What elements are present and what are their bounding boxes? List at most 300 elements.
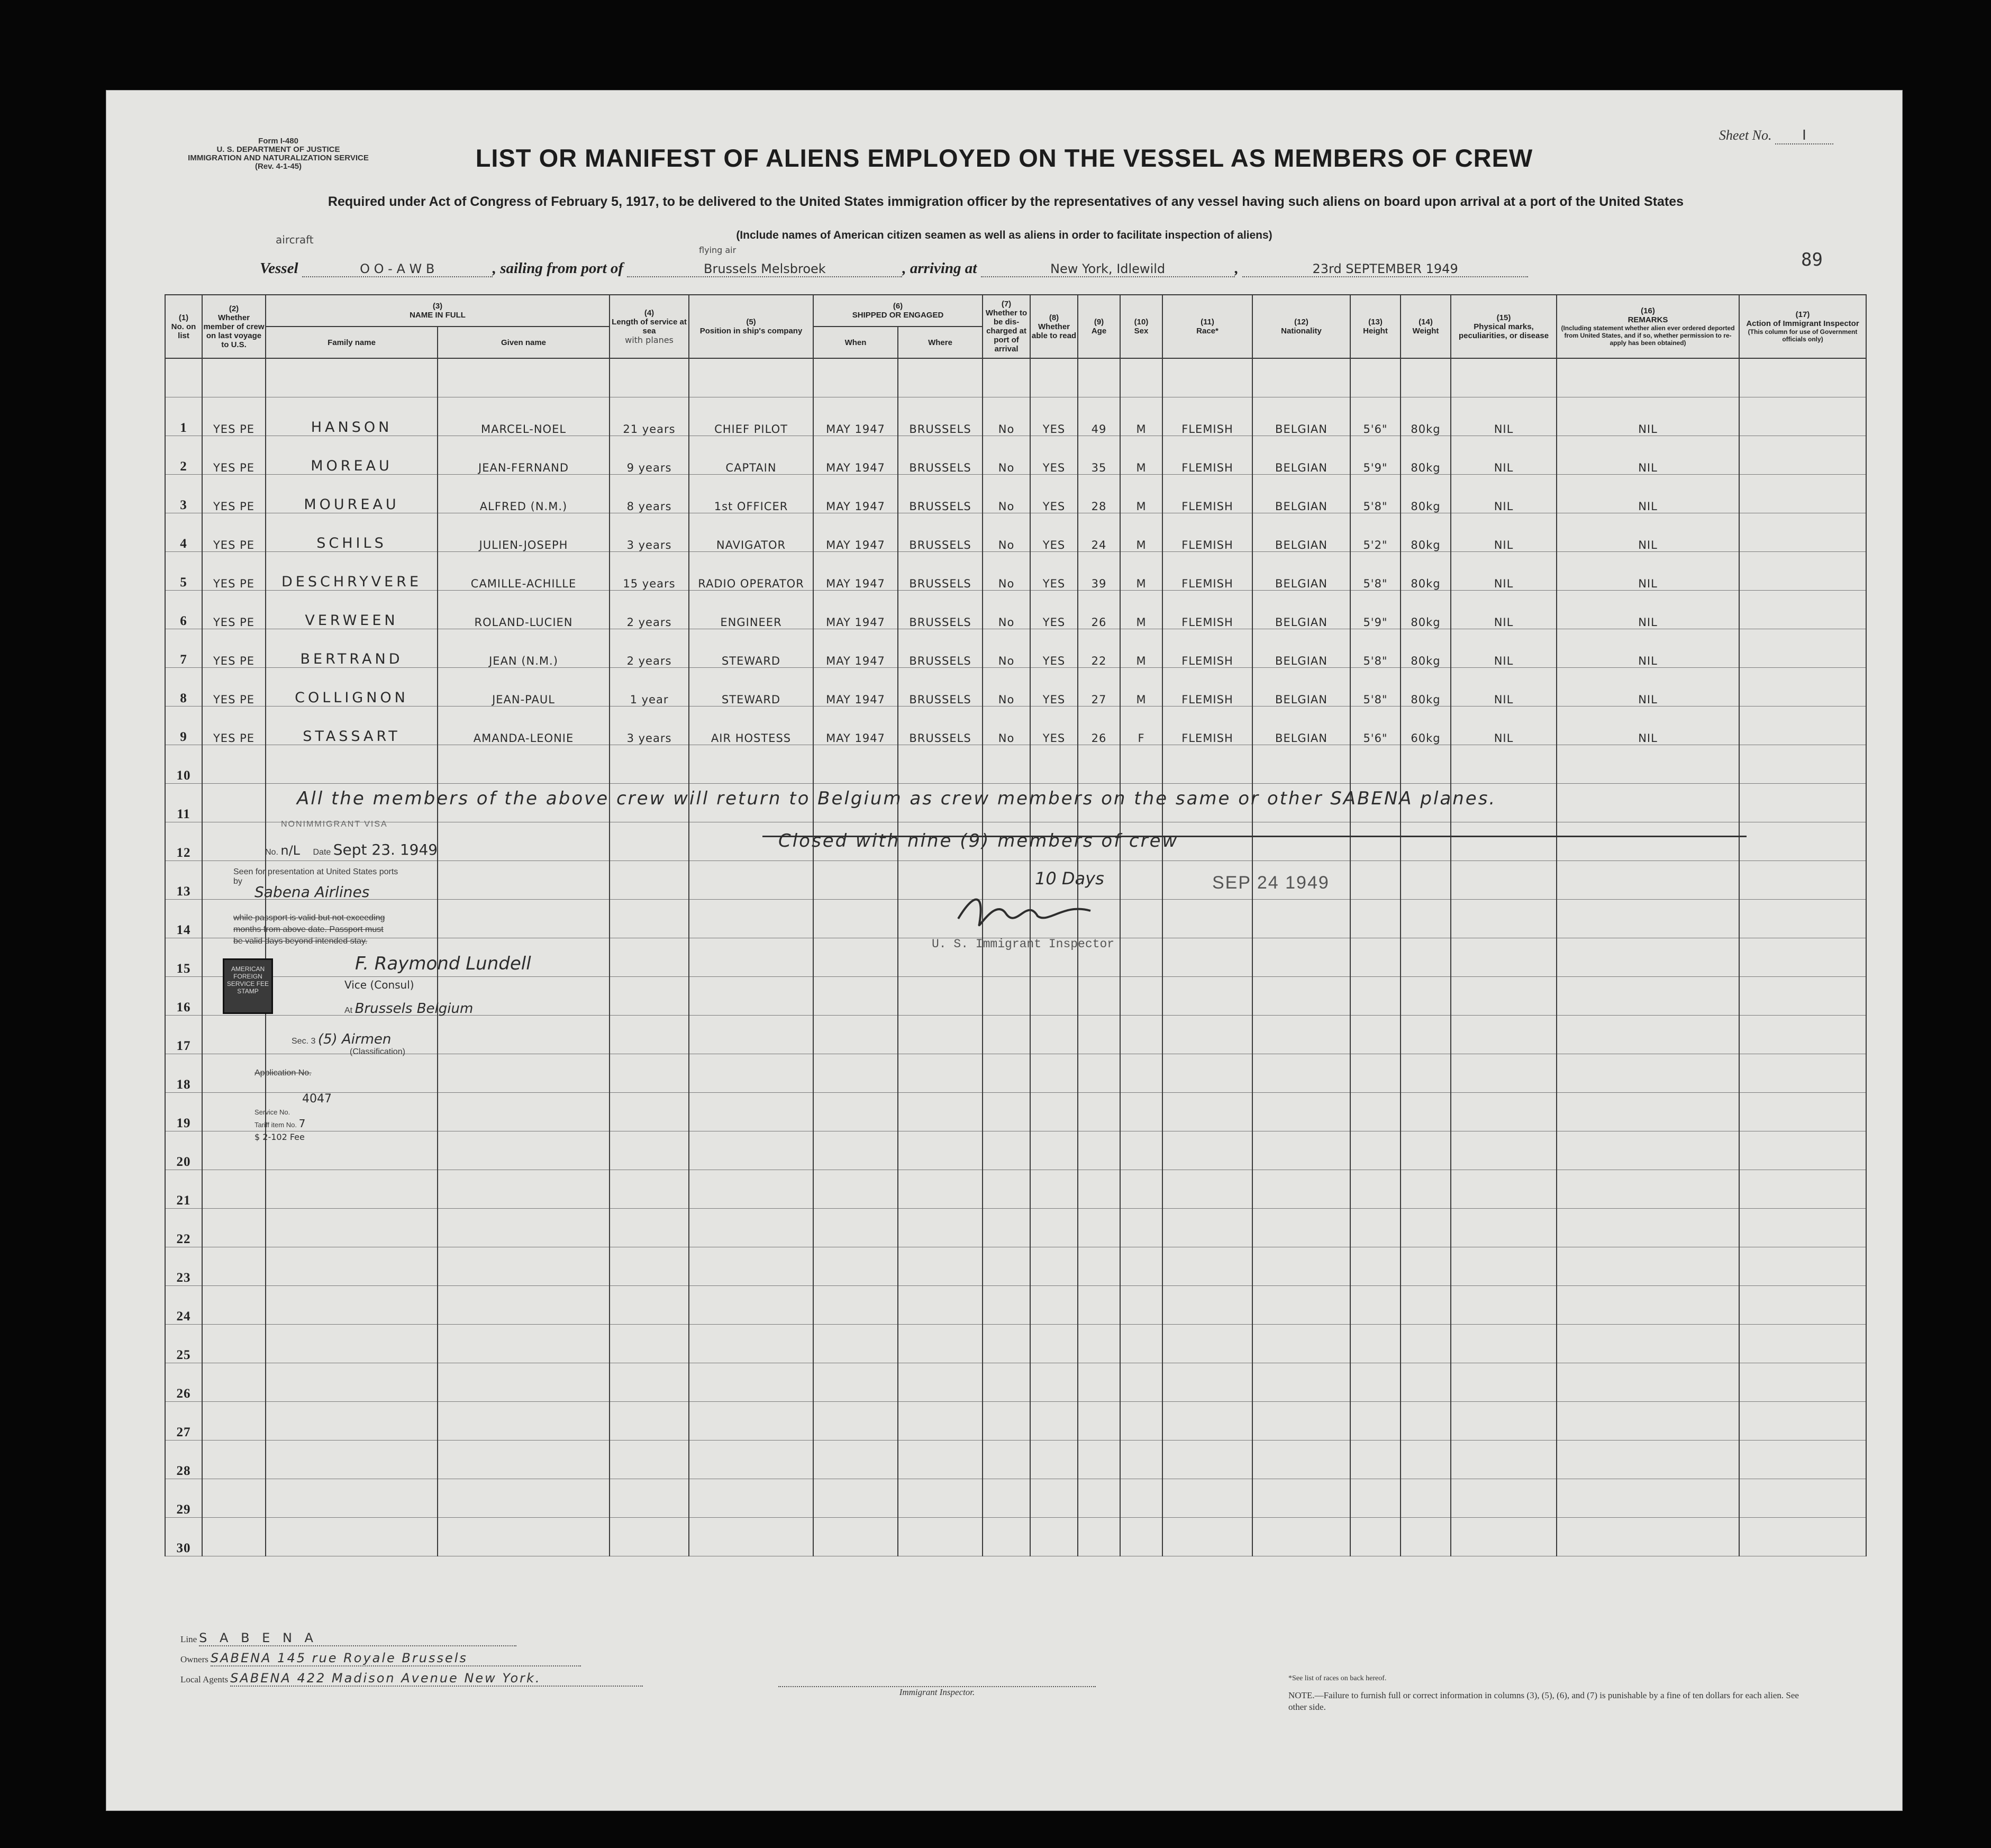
empty-cell (1120, 1131, 1162, 1170)
nationality-cell: BELGIAN (1252, 397, 1350, 436)
empty-cell (1350, 1131, 1401, 1170)
agents-field (180, 1671, 643, 1687)
empty-cell (1252, 1325, 1350, 1363)
empty-cell (813, 1016, 898, 1054)
empty-cell (689, 1518, 813, 1556)
document-note: (Include names of American citizen seamen as well as aliens in order to facilitate inspection of aliens) (736, 229, 1272, 241)
manifest-row (165, 436, 1866, 475)
last-voyage-cell: YES PE (202, 706, 266, 745)
empty-cell (898, 1325, 983, 1363)
empty-cell (689, 977, 813, 1016)
empty-cell (1030, 1363, 1078, 1402)
row-number: 8 (165, 668, 202, 706)
sex-cell: M (1120, 397, 1162, 436)
footnote (1288, 1673, 1817, 1713)
inspector-signature-line (778, 1686, 1096, 1698)
age-cell: 28 (1078, 475, 1120, 513)
empty-cell (813, 861, 898, 900)
row-number: 20 (165, 1131, 202, 1170)
discharged-cell: No (983, 513, 1030, 552)
family-name-cell: BERTRAND (266, 629, 438, 668)
empty-cell (266, 745, 438, 784)
empty-cell (1350, 1093, 1401, 1131)
empty-cell (1739, 1479, 1866, 1518)
row-number: 17 (165, 1016, 202, 1054)
empty-cell (689, 1325, 813, 1363)
empty-cell (1557, 977, 1739, 1016)
remarks-cell: NIL (1557, 668, 1739, 706)
race-cell: FLEMISH (1162, 706, 1252, 745)
empty-cell (610, 1441, 689, 1479)
read-cell: YES (1030, 436, 1078, 475)
row-number: 27 (165, 1402, 202, 1441)
empty-cell (1030, 745, 1078, 784)
empty-cell (1557, 1286, 1739, 1325)
family-name-cell: MOUREAU (266, 475, 438, 513)
sex-cell: M (1120, 629, 1162, 668)
empty-cell (1401, 1054, 1451, 1093)
empty-cell (610, 1325, 689, 1363)
row-number: 3 (165, 475, 202, 513)
empty-cell (1252, 938, 1350, 977)
empty-cell (1401, 745, 1451, 784)
empty-row (165, 1441, 1866, 1479)
empty-cell (898, 1131, 983, 1170)
empty-cell (689, 1479, 813, 1518)
date-stamp: SEP 24 1949 (1212, 873, 1330, 893)
empty-cell (1350, 1054, 1401, 1093)
vessel-annotation: aircraft (276, 233, 314, 246)
empty-cell (610, 1131, 689, 1170)
row-number: 28 (165, 1441, 202, 1479)
row-number: 11 (165, 784, 202, 822)
column-header-weight: (14) Weight (1401, 295, 1451, 358)
sex-cell: M (1120, 436, 1162, 475)
empty-cell (1739, 745, 1866, 784)
empty-cell (1078, 1363, 1120, 1402)
owners-label: Owners (180, 1654, 208, 1664)
column-header-shipped: (6) SHIPPED OR ENGAGED (813, 295, 983, 327)
empty-cell (1350, 1518, 1401, 1556)
empty-cell (1078, 1479, 1120, 1518)
empty-cell (1557, 1209, 1739, 1247)
empty-cell (1162, 1016, 1252, 1054)
empty-cell (813, 1131, 898, 1170)
column-header-read: (8) Whether able to read (1030, 295, 1078, 358)
empty-cell (610, 977, 689, 1016)
age-cell: 26 (1078, 591, 1120, 629)
race-cell: FLEMISH (1162, 513, 1252, 552)
empty-cell (1252, 1441, 1350, 1479)
row-number: 18 (165, 1054, 202, 1093)
header-spacer-row (165, 358, 1866, 397)
when-cell: MAY 1947 (813, 397, 898, 436)
column-header-nationality: (12) Nationality (1252, 295, 1350, 358)
empty-cell (1350, 1363, 1401, 1402)
empty-cell (1557, 1325, 1739, 1363)
column-header-family-name: Family name (266, 327, 438, 358)
row-number: 7 (165, 629, 202, 668)
given-name-cell: ROLAND-LUCIEN (438, 591, 610, 629)
age-cell: 49 (1078, 397, 1120, 436)
empty-cell (1557, 1170, 1739, 1209)
empty-cell (983, 1170, 1030, 1209)
age-cell: 27 (1078, 668, 1120, 706)
empty-cell (1350, 1479, 1401, 1518)
marks-cell: NIL (1451, 475, 1557, 513)
empty-cell (813, 1093, 898, 1131)
action-cell (1739, 668, 1866, 706)
empty-cell (1030, 1054, 1078, 1093)
empty-cell (1451, 1016, 1557, 1054)
empty-cell (1451, 1286, 1557, 1325)
empty-cell (1451, 1054, 1557, 1093)
empty-cell (1401, 1518, 1451, 1556)
race-cell: FLEMISH (1162, 475, 1252, 513)
empty-cell (813, 1325, 898, 1363)
marks-cell: NIL (1451, 436, 1557, 475)
visa-presented-by: Sabena Airlines (254, 883, 370, 901)
races-note: *See list of races on back hereof. (1288, 1674, 1387, 1682)
empty-cell (1557, 1441, 1739, 1479)
empty-cell (813, 1402, 898, 1441)
empty-cell (438, 1247, 610, 1286)
empty-cell (813, 938, 898, 977)
empty-row (165, 1209, 1866, 1247)
empty-cell (689, 1170, 813, 1209)
given-name-cell: MARCEL-NOEL (438, 397, 610, 436)
empty-cell (1739, 1325, 1866, 1363)
where-cell: BRUSSELS (898, 552, 983, 591)
empty-cell (898, 1016, 983, 1054)
line-label: Line (180, 1634, 197, 1644)
column-header-sex: (10) Sex (1120, 295, 1162, 358)
empty-cell (1451, 1247, 1557, 1286)
empty-cell (438, 1363, 610, 1402)
empty-row (165, 1479, 1866, 1518)
height-cell: 5'6" (1350, 706, 1401, 745)
empty-cell (1120, 1016, 1162, 1054)
age-cell: 22 (1078, 629, 1120, 668)
empty-cell (983, 1402, 1030, 1441)
empty-cell (1252, 1054, 1350, 1093)
empty-cell (1078, 1170, 1120, 1209)
empty-cell (1350, 1170, 1401, 1209)
weight-cell: 80kg (1401, 475, 1451, 513)
empty-cell (689, 1131, 813, 1170)
action-cell (1739, 552, 1866, 591)
empty-cell (1078, 1402, 1120, 1441)
sex-cell: M (1120, 591, 1162, 629)
read-cell: YES (1030, 397, 1078, 436)
position-cell: ENGINEER (689, 591, 813, 629)
empty-cell (1078, 1286, 1120, 1325)
sheet-number (1719, 128, 1833, 144)
return-note: All the members of the above crew will return to Belgium as crew members on the same or other SABENA planes. (297, 788, 1497, 809)
where-cell: BRUSSELS (898, 475, 983, 513)
given-name-cell: JEAN-PAUL (438, 668, 610, 706)
empty-cell (983, 1054, 1030, 1093)
empty-cell (898, 1093, 983, 1131)
empty-row (165, 745, 1866, 784)
race-cell: FLEMISH (1162, 668, 1252, 706)
empty-cell (266, 1441, 438, 1479)
empty-cell (1557, 1479, 1739, 1518)
race-cell: FLEMISH (1162, 591, 1252, 629)
empty-cell (983, 977, 1030, 1016)
empty-cell (689, 1054, 813, 1093)
remarks-cell: NIL (1557, 706, 1739, 745)
empty-cell (1350, 822, 1401, 861)
column-header-last-voyage: (2) Whether member of crew on last voyage to U.S. (202, 295, 266, 358)
empty-cell (983, 1325, 1030, 1363)
empty-row (165, 1402, 1866, 1441)
action-cell (1739, 436, 1866, 475)
visa-stamp (233, 820, 531, 1158)
row-number: 16 (165, 977, 202, 1016)
empty-cell (1350, 977, 1401, 1016)
empty-cell (202, 1479, 266, 1518)
weight-cell: 80kg (1401, 591, 1451, 629)
empty-cell (1120, 1054, 1162, 1093)
empty-cell (1350, 861, 1401, 900)
race-cell: FLEMISH (1162, 436, 1252, 475)
action-cell (1739, 475, 1866, 513)
remarks-cell: NIL (1557, 436, 1739, 475)
action-cell (1739, 629, 1866, 668)
service-name: IMMIGRATION AND NATURALIZATION SERVICE (188, 153, 369, 162)
empty-cell (898, 1441, 983, 1479)
empty-cell (438, 1170, 610, 1209)
read-cell: YES (1030, 552, 1078, 591)
height-cell: 5'9" (1350, 591, 1401, 629)
document-title: LIST OR MANIFEST OF ALIENS EMPLOYED ON THE VESSEL AS MEMBERS OF CREW (475, 144, 1533, 172)
empty-cell (1120, 1363, 1162, 1402)
empty-cell (610, 1479, 689, 1518)
empty-cell (610, 1286, 689, 1325)
empty-cell (1252, 822, 1350, 861)
empty-cell (689, 938, 813, 977)
empty-cell (1078, 1441, 1120, 1479)
column-header-position: (5) Position in ship's company (689, 295, 813, 358)
last-voyage-cell: YES PE (202, 591, 266, 629)
weight-cell: 80kg (1401, 668, 1451, 706)
empty-cell (1557, 1247, 1739, 1286)
service-cell: 9 years (610, 436, 689, 475)
last-voyage-cell: YES PE (202, 629, 266, 668)
owners-field (180, 1651, 581, 1666)
empty-cell (1252, 977, 1350, 1016)
visa-header: NONIMMIGRANT VISA (281, 820, 388, 829)
empty-cell (1401, 977, 1451, 1016)
empty-cell (202, 1325, 266, 1363)
when-cell: MAY 1947 (813, 591, 898, 629)
discharged-cell: No (983, 668, 1030, 706)
nationality-cell: BELGIAN (1252, 475, 1350, 513)
empty-cell (202, 784, 266, 822)
column-header-action: (17) Action of Immigrant Inspector (This column for use of Government officials only) (1739, 295, 1866, 358)
service-cell: 2 years (610, 591, 689, 629)
empty-cell (1557, 745, 1739, 784)
empty-cell (1739, 1054, 1866, 1093)
sheet-number-value: I (1775, 128, 1833, 144)
where-cell: BRUSSELS (898, 397, 983, 436)
empty-cell (438, 1286, 610, 1325)
empty-cell (1252, 1479, 1350, 1518)
column-header-remarks: (16) REMARKS (Including statement whether alien ever ordered deported from United States, and if so, whether permission to re-apply has been obtained) (1557, 295, 1739, 358)
empty-cell (1401, 1093, 1451, 1131)
empty-cell (1162, 1402, 1252, 1441)
empty-cell (1078, 1209, 1120, 1247)
where-cell: BRUSSELS (898, 436, 983, 475)
nationality-cell: BELGIAN (1252, 552, 1350, 591)
row-number: 22 (165, 1209, 202, 1247)
empty-cell (898, 1054, 983, 1093)
empty-cell (1451, 822, 1557, 861)
empty-cell (1739, 1286, 1866, 1325)
remarks-cell: NIL (1557, 552, 1739, 591)
service-cell: 3 years (610, 513, 689, 552)
empty-cell (1557, 822, 1739, 861)
empty-cell (1162, 1093, 1252, 1131)
weight-cell: 80kg (1401, 552, 1451, 591)
manifest-row (165, 397, 1866, 436)
empty-cell (1557, 1131, 1739, 1170)
empty-cell (1120, 861, 1162, 900)
agents-value: SABENA 422 Madison Avenue New York. (230, 1671, 643, 1687)
empty-cell (438, 1479, 610, 1518)
empty-cell (983, 1131, 1030, 1170)
agents-label: Local Agents (180, 1674, 229, 1684)
empty-cell (1451, 1363, 1557, 1402)
empty-cell (898, 1286, 983, 1325)
line-field (180, 1630, 516, 1646)
empty-cell (898, 1363, 983, 1402)
empty-cell (1451, 977, 1557, 1016)
empty-cell (1120, 1247, 1162, 1286)
empty-cell (202, 1170, 266, 1209)
manifest-row (165, 629, 1866, 668)
empty-cell (266, 1247, 438, 1286)
position-cell: NAVIGATOR (689, 513, 813, 552)
empty-cell (1078, 1054, 1120, 1093)
empty-cell (1030, 1170, 1078, 1209)
empty-cell (983, 1363, 1030, 1402)
empty-cell (1401, 1131, 1451, 1170)
empty-cell (813, 745, 898, 784)
empty-cell (1162, 745, 1252, 784)
service-number-value: 4047 (302, 1092, 332, 1106)
read-cell: YES (1030, 591, 1078, 629)
empty-cell (1162, 900, 1252, 938)
empty-cell (610, 1247, 689, 1286)
empty-cell (813, 1518, 898, 1556)
column-header-service-length: (4) Length of service at sea with planes (610, 295, 689, 358)
empty-cell (1030, 1479, 1078, 1518)
empty-cell (1401, 1170, 1451, 1209)
column-header-where: Where (898, 327, 983, 358)
empty-cell (689, 1441, 813, 1479)
empty-cell (983, 1286, 1030, 1325)
arriving-label: arriving at (910, 260, 977, 277)
position-cell: STEWARD (689, 629, 813, 668)
empty-cell (1401, 1286, 1451, 1325)
visa-number: No. n/L Date Sept 23. 1949 (265, 841, 438, 858)
position-cell: AIR HOSTESS (689, 706, 813, 745)
empty-cell (689, 1093, 813, 1131)
empty-cell (813, 1170, 898, 1209)
vessel-name: O O - A W B (302, 261, 493, 277)
empty-cell (1252, 1209, 1350, 1247)
column-header-name: (3) NAME IN FULL (266, 295, 610, 327)
empty-cell (610, 1209, 689, 1247)
empty-cell (1350, 1325, 1401, 1363)
position-cell: CHIEF PILOT (689, 397, 813, 436)
position-cell: STEWARD (689, 668, 813, 706)
discharged-cell: No (983, 436, 1030, 475)
empty-cell (1401, 1247, 1451, 1286)
empty-cell (610, 1093, 689, 1131)
race-cell: FLEMISH (1162, 552, 1252, 591)
age-cell: 35 (1078, 436, 1120, 475)
empty-cell (1739, 822, 1866, 861)
given-name-cell: JEAN (N.M.) (438, 629, 610, 668)
empty-cell (1739, 1363, 1866, 1402)
when-cell: MAY 1947 (813, 629, 898, 668)
remarks-cell: NIL (1557, 591, 1739, 629)
empty-cell (983, 1479, 1030, 1518)
empty-cell (610, 1170, 689, 1209)
empty-cell (1350, 1209, 1401, 1247)
column-header-height: (13) Height (1350, 295, 1401, 358)
inspector-title: U. S. Immigrant Inspector (932, 937, 1115, 951)
empty-cell (813, 1441, 898, 1479)
form-revision: (Rev. 4-1-45) (254, 162, 302, 171)
empty-cell (1078, 1016, 1120, 1054)
manifest-row (165, 706, 1866, 745)
remarks-cell: NIL (1557, 475, 1739, 513)
empty-cell (1739, 1518, 1866, 1556)
empty-cell (1739, 1131, 1866, 1170)
empty-cell (1401, 1441, 1451, 1479)
age-cell: 39 (1078, 552, 1120, 591)
visa-fee: $ 2-102 Fee (254, 1132, 305, 1142)
empty-cell (1120, 1402, 1162, 1441)
race-cell: FLEMISH (1162, 397, 1252, 436)
given-name-cell: JEAN-FERNAND (438, 436, 610, 475)
empty-row (165, 1363, 1866, 1402)
service-cell: 8 years (610, 475, 689, 513)
marks-cell: NIL (1451, 668, 1557, 706)
empty-cell (1350, 1247, 1401, 1286)
empty-cell (983, 1518, 1030, 1556)
empty-cell (689, 1016, 813, 1054)
empty-cell (438, 745, 610, 784)
empty-cell (1162, 1325, 1252, 1363)
service-cell: 1 year (610, 668, 689, 706)
given-name-cell: CAMILLE-ACHILLE (438, 552, 610, 591)
empty-cell (1739, 1016, 1866, 1054)
read-cell: YES (1030, 629, 1078, 668)
column-header-discharged: (7) Whether to be dis-charged at port of arrival (983, 295, 1030, 358)
empty-cell (610, 900, 689, 938)
empty-cell (1030, 1286, 1078, 1325)
family-name-cell: VERWEEN (266, 591, 438, 629)
empty-cell (1030, 1247, 1078, 1286)
manifest-sheet (106, 90, 1903, 1811)
position-cell: RADIO OPERATOR (689, 552, 813, 591)
sheet-number-label: Sheet No. (1719, 128, 1772, 143)
